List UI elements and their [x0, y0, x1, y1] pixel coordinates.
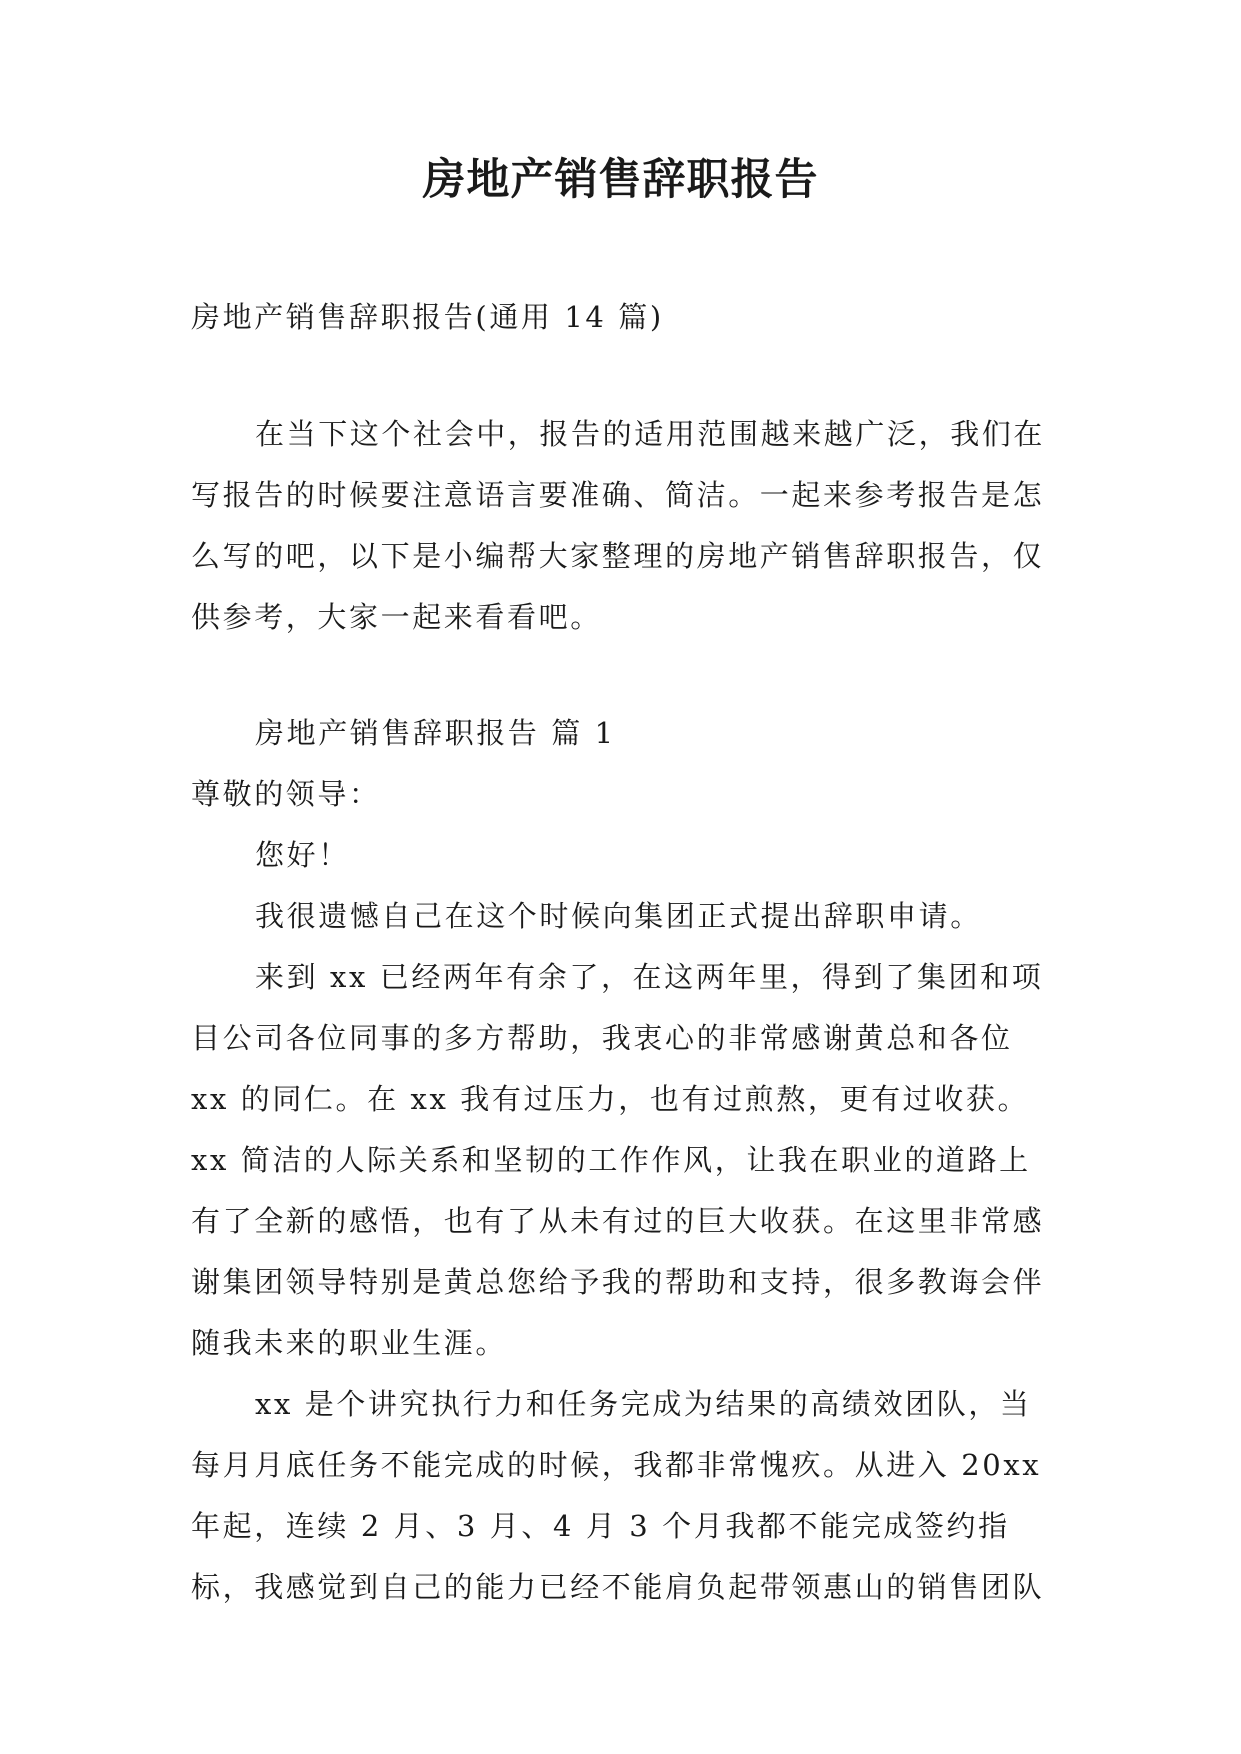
section-heading: 房地产销售辞职报告 篇 1 — [255, 716, 616, 750]
letter-paragraph: 我很遗憾自己在这个时候向集团正式提出辞职申请。 — [255, 899, 982, 933]
document-title: 房地产销售辞职报告 — [422, 155, 819, 205]
greeting: 您好！ — [255, 838, 350, 872]
letter-paragraph: xx 是个讲究执行力和任务完成为结果的高绩效团队，当每月月底任务不能完成的时候，我都非常愧疚。从进入 20xx 年起，连续 2 月、3 月、4 月 3 个月我都不能完成签约指标，我感觉到自己的能力已经不能肩负起带领惠山的销售团队 — [191, 1387, 1045, 1604]
letter-paragraph: 来到 xx 已经两年有余了，在这两年里，得到了集团和项目公司各位同事的多方帮助，我衷心的非常感谢黄总和各位 xx 的同仁。在 xx 我有过压力，也有过煎熬，更有过收获。xx 简洁的人际关系和坚韧的工作作风，让我在职业的道路上有了全新的感悟，也有了从未有过的巨大收获。在这里非常感谢集团领导特别是黄总您给予我的帮助和支持，很多教诲会伴随我未来的职业生涯。 — [191, 960, 1045, 1360]
document-subtitle: 房地产销售辞职报告(通用 14 篇) — [191, 300, 664, 334]
salutation: 尊敬的领导： — [191, 777, 381, 811]
letter-section — [191, 703, 1061, 1618]
intro-paragraph: 在当下这个社会中，报告的适用范围越来越广泛，我们在写报告的时候要注意语言要准确、简洁。一起来参考报告是怎么写的吧，以下是小编帮大家整理的房地产销售辞职报告，仅供参考，大家一起来看看吧。 — [191, 417, 1046, 634]
